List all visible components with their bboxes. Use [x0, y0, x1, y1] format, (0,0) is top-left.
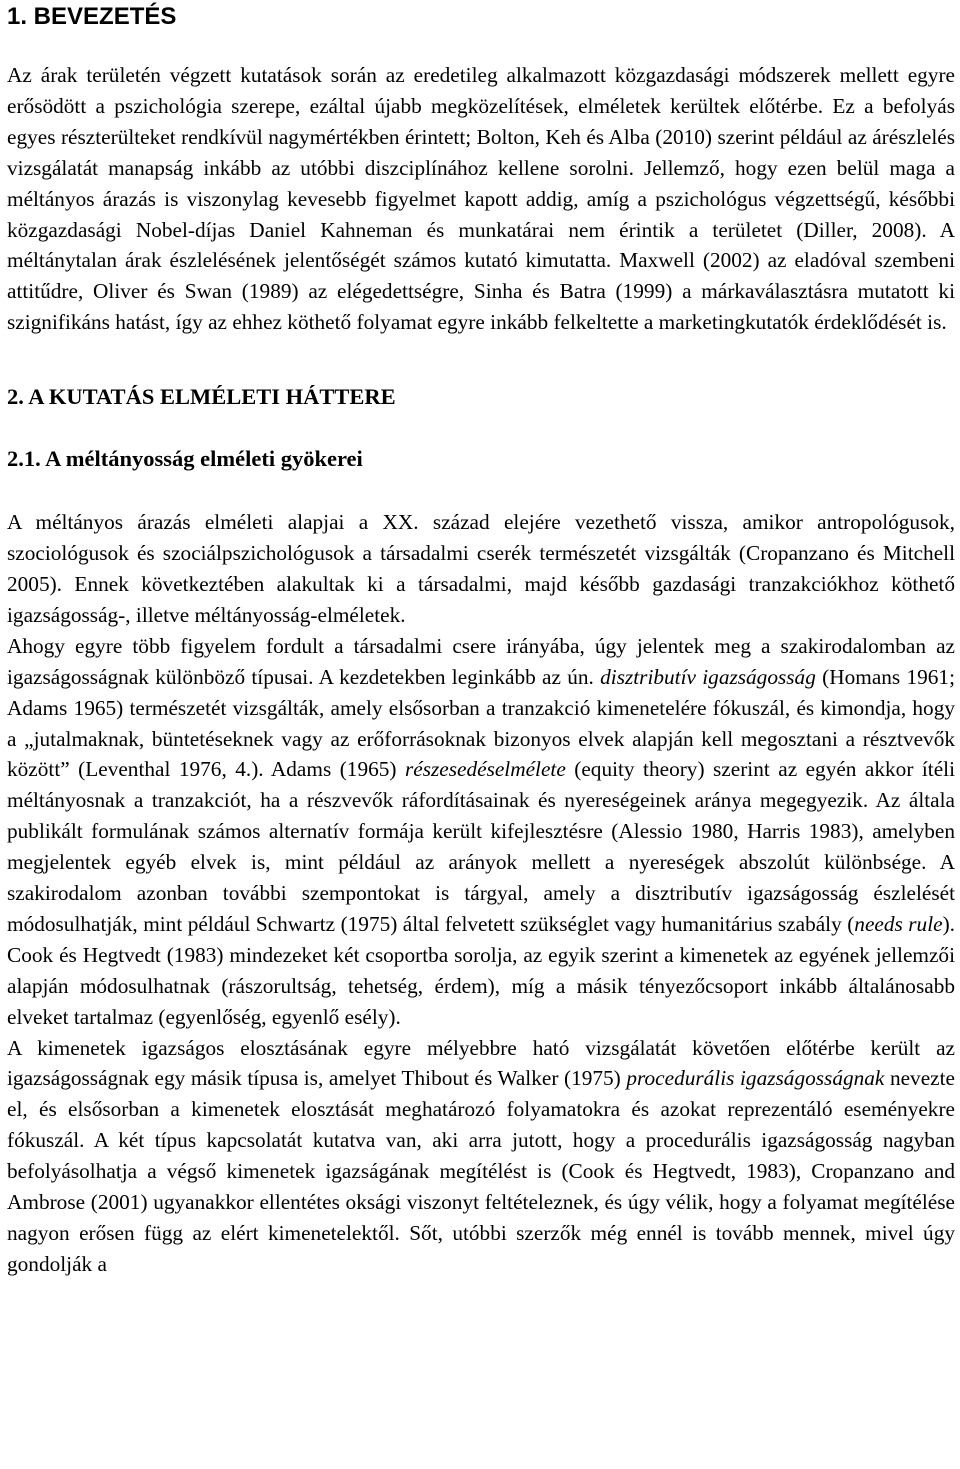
text-run: nevezte el, és elsősorban a kimenetek elosztását meghatározó folyamatokra és azokat reprezentáló eseményekre fókuszál. A két típus kapcsolatát kutatva van, aki arra jutott, hogy a procedurális igazságosság nagyban befolyásolhatja a végső kimenetek igazságának megítélést is (Cook és Hegtvedt, 1983), Cropanzano and Ambrose (2001) ugyanakkor ellentétes oksági viszonyt feltételeznek, és úgy vélik, hogy a folyamat megítélése nagyon erősen függ az elért kimenetelektől. Sőt, utóbbi szerzők még ennél is tovább mennek, mivel úgy gondolják a — [7, 1066, 955, 1276]
text-run: A kimenetek igazságos elosztásának egyre mélyebbre ható vizsgálatát követően előtérbe került az igazságosságnak egy másik típusa is, amelyet Thibout és Walker (1975) — [7, 1035, 955, 1091]
italic-term-procedural: procedurális igazságosságnak — [626, 1066, 885, 1091]
paragraph-disztributiv — [7, 631, 955, 1033]
paragraph-procedural — [7, 1033, 955, 1280]
paragraph-elmeleti-alapok: A méltányos árazás elméleti alapjai a XX. század elejére vezethető vissza, amikor antropológusok, szociológusok és szociálpszichológusok a társadalmi cserék természetét vizsgálták (Cropanzano és Mitchell 2005). Ennek következtében alakultak ki a társadalmi, majd később gazdasági tranzakciókhoz köthető igazságosság-, illetve méltányosság-elméletek. — [7, 510, 955, 627]
italic-term-disztributiv: disztributív igazságosság — [600, 664, 816, 689]
section-heading-bevezetes: 1. BEVEZETÉS — [7, 3, 177, 30]
italic-term-reszesedeselmelete: részesedéselmélete — [404, 757, 566, 782]
text-run: (Homans 1961; Adams 1965) természetét vizsgálták, amely elsősorban a tranzakció kimenetelére fókuszál, és kimondja, hogy a „jutalmaknak, büntetéseknek vagy az erőforrásoknak bizonyos elvek alapján kell megosztani a résztvevők között” (Leventhal 1976, 4.). Adams (1965) — [7, 664, 955, 782]
intro-paragraph: Az árak területén végzett kutatások során az eredetileg alkalmazott közgazdasági módszerek mellett egyre erősödött a pszichológia szerepe, ezáltal újabb megközelítések, elméletek kerültek előtérbe. Ez a befolyás egyes részterülteket rendkívül nagymértékben érintett; Bolton, Keh és Alba (2010) szerint például az árészlelés vizsgálatát manapság inkább az utóbbi diszciplínához kellene sorolni. Jellemző, hogy ezen belül maga a méltányos árazás is viszonylag kevesebb figyelmet kapott addig, amíg a pszichológus végzettségű, későbbi közgazdasági Nobel-díjas Daniel Kahneman és munkatárai nem érintik a területet (Diller, 2008). A méltánytalan árak észlelésének jelentőségét számos kutató kimutatta. Maxwell (2002) az eladóval szembeni attitűdre, Oliver és Swan (1989) az elégedettségre, Sinha és Batra (1999) a márkaválasztásra mutatott ki szignifikáns hatást, így az ehhez köthető folyamat egyre inkább felkeltette a marketingkutatók érdeklődését is. — [7, 63, 955, 335]
italic-term-needs-rule: needs rule — [854, 911, 943, 936]
text-run: (equity theory) szerint az egyén akkor ítéli méltányosnak a tranzakciót, ha a részvevők ráfordításainak és nyereségeinek aránya megegyezik. Az általa publikált formulának számos alternatív formája került kifejlesztésre (Alessio 1980, Harris 1983), amelyben megjelentek egyéb elvek is, mint például az arányok mellett a nyereségek abszolút különbsége. A szakirodalom azonban további szempontokat is tárgyal, amely a disztributív igazságosság észlelését módosulhatják, mint például Schwartz (1975) által felvetett szükséglet vagy humanitárius szabály ( — [7, 757, 955, 936]
section-heading-elmeleti-hattere: 2. A KUTATÁS ELMÉLETI HÁTTERE — [7, 384, 396, 410]
text-run: ). Cook és Hegtvedt (1983) mindezeket két csoportba sorolja, az egyik szerint a kimenetek az egyének jellemzői alapján módosulhatnak (rászorultság, tehetség, érdem), míg a másik tényezőcsoport inkább általánosabb elveket tartalmaz (egyenlőség, egyenlő esély). — [7, 911, 955, 1029]
text-run: Ahogy egyre több figyelem fordult a társadalmi csere irányába, úgy jelentek meg a szakirodalomban az igazságosságnak különböző típusai. A kezdetekben leginkább az ún. — [7, 633, 955, 689]
subsection-heading-meltanyossag: 2.1. A méltányosság elméleti gyökerei — [7, 446, 363, 472]
